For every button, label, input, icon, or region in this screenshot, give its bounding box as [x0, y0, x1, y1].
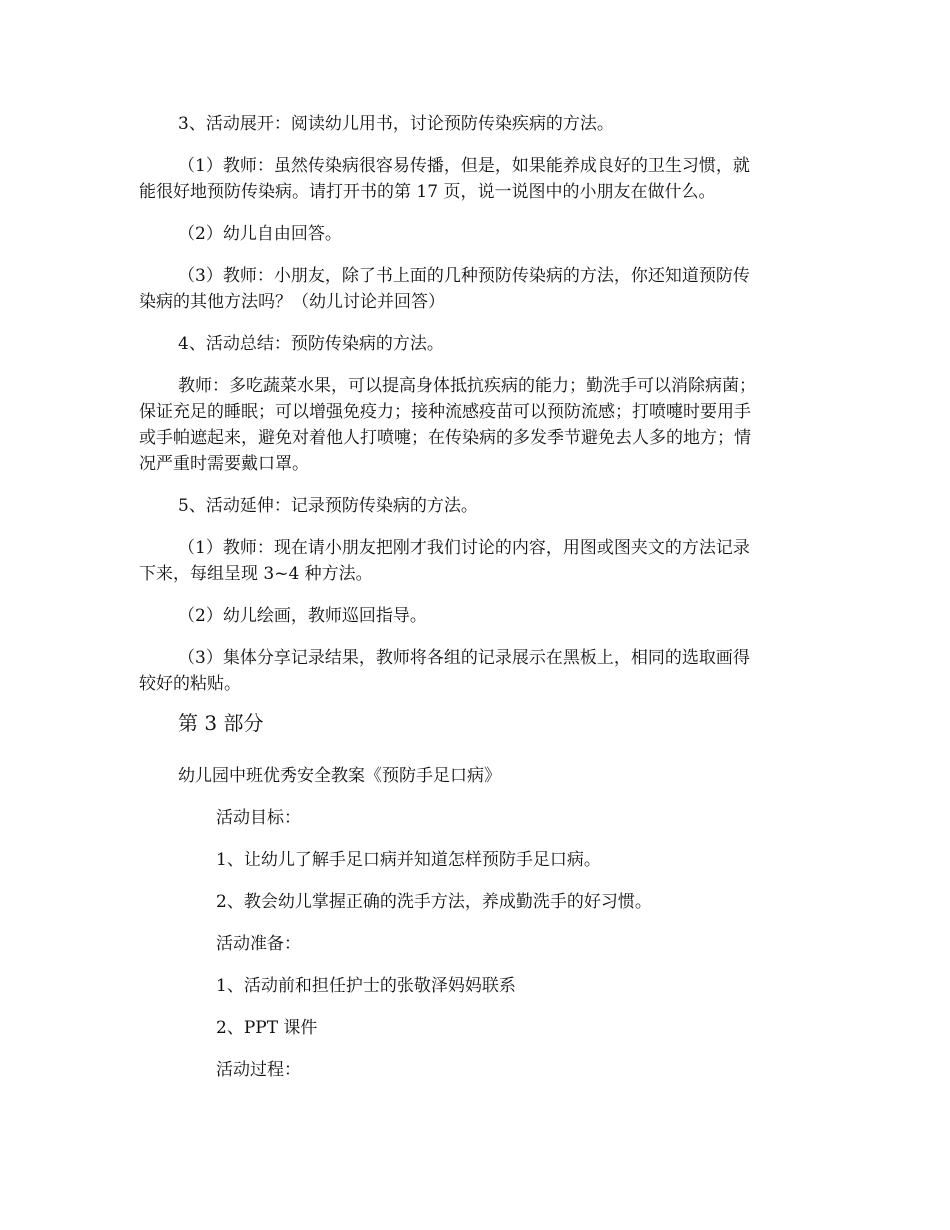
step-5-item-1-line-2: 下来，每组呈现 3~4 种方法。	[139, 564, 373, 584]
step-4-body-line-1: 教师：多吃蔬菜水果，可以提高身体抵抗疾病的能力；勤洗手可以消除病菌；	[178, 376, 756, 396]
step-3-item-3-line-2: 染病的其他方法吗？（幼儿讨论并回答）	[139, 292, 445, 312]
step-5-item-1-line-1: （1）教师：现在请小朋友把刚才我们讨论的内容，用图或图夹文的方法记录	[178, 538, 750, 558]
prep-item-2: 2、PPT 课件	[216, 1018, 318, 1038]
step-5-item-3-line-1: （3）集体分享记录结果，教师将各组的记录展示在黑板上，相同的选取画得	[178, 648, 750, 668]
prep-label: 活动准备：	[216, 934, 301, 954]
step-5-heading: 5、活动延伸：记录预防传染病的方法。	[178, 496, 478, 516]
step-3-item-3-line-1: （3）教师：小朋友，除了书上面的几种预防传染病的方法，你还知道预防传	[178, 266, 750, 286]
goal-item-2: 2、教会幼儿掌握正确的洗手方法，养成勤洗手的好习惯。	[216, 892, 652, 912]
step-3-item-1-line-2: 能很好地预防传染病。请打开书的第 17 页，说一说图中的小朋友在做什么。	[139, 182, 716, 202]
step-5-item-3-line-2: 较好的粘贴。	[139, 674, 241, 694]
prep-item-1: 1、活动前和担任护士的张敬泽妈妈联系	[216, 976, 516, 996]
goal-item-1: 1、让幼儿了解手足口病并知道怎样预防手足口病。	[216, 850, 601, 870]
step-4-body-line-4: 况严重时需要戴口罩。	[139, 454, 309, 474]
step-5-item-2: （2）幼儿绘画，教师巡回指导。	[178, 606, 427, 626]
step-3-item-2: （2）幼儿自由回答。	[178, 224, 342, 244]
step-4-body-line-3: 或手帕遮起来，避免对着他人打喷嚏；在传染病的多发季节避免去人多的地方；情	[139, 428, 751, 448]
section-heading: 第 3 部分	[178, 711, 264, 735]
step-3-item-1-line-1: （1）教师：虽然传染病很容易传播，但是，如果能养成良好的卫生习惯，就	[178, 156, 750, 176]
process-label: 活动过程：	[216, 1060, 301, 1080]
lesson-title: 幼儿园中班优秀安全教案《预防手足口病》	[178, 766, 501, 786]
step-3-heading: 3、活动展开：阅读幼儿用书，讨论预防传染疾病的方法。	[178, 114, 614, 134]
step-4-heading: 4、活动总结：预防传染病的方法。	[178, 334, 444, 354]
step-4-body-line-2: 保证充足的睡眠；可以增强免疫力；接种流感疫苗可以预防流感；打喷嚏时要用手	[139, 402, 751, 422]
goals-label: 活动目标：	[216, 808, 301, 828]
